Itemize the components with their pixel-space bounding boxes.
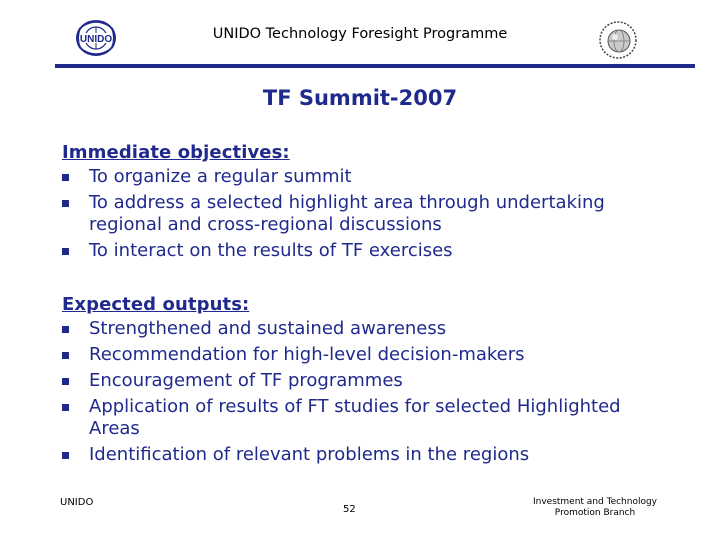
header-divider: [55, 64, 695, 68]
bullet-square-icon: [62, 452, 69, 459]
bullet-square-icon: [62, 378, 69, 385]
bullet-item: [62, 396, 662, 440]
bullet-item: [62, 192, 662, 236]
bullet-square-icon: [62, 326, 69, 333]
bullet-text: Strengthened and sustained awareness: [89, 318, 447, 339]
header-title: UNIDO Technology Foresight Programme: [212, 26, 508, 42]
expected-outputs-section: [62, 292, 662, 470]
bullet-text: Application of results of FT studies for selected Highlighted Areas: [89, 396, 621, 439]
bullet-text: To address a selected highlight area through undertaking regional and cross-regional discussions: [89, 192, 605, 235]
bullet-square-icon: [62, 174, 69, 181]
bullet-square-icon: [62, 248, 69, 255]
footer-organization: UNIDO: [60, 497, 94, 508]
section-heading: Expected outputs:: [62, 294, 250, 315]
footer-branch: Investment and Technology Promotion Branch: [532, 497, 658, 518]
bullet-square-icon: [62, 352, 69, 359]
bullet-square-icon: [62, 404, 69, 411]
page-number: 52: [343, 504, 356, 515]
bullet-item: [62, 444, 662, 466]
bullet-list: [62, 318, 662, 466]
bullet-square-icon: [62, 200, 69, 207]
slide-title: TF Summit-2007: [262, 86, 458, 110]
bullet-text: To interact on the results of TF exercises: [89, 240, 453, 261]
bullet-text: Identification of relevant problems in the regions: [89, 444, 530, 465]
bullet-text: Encouragement of TF programmes: [89, 370, 403, 391]
bullet-item: [62, 166, 662, 188]
bullet-item: [62, 344, 662, 366]
bullet-text: Recommendation for high-level decision-makers: [89, 344, 525, 365]
bullet-item: [62, 318, 662, 340]
section-heading: Immediate objectives:: [62, 142, 290, 163]
bullet-item: [62, 240, 662, 262]
bullet-text: To organize a regular summit: [89, 166, 352, 187]
bullet-item: [62, 370, 662, 392]
bullet-list: [62, 166, 662, 262]
svg-text:UNIDO: UNIDO: [79, 34, 113, 45]
immediate-objectives-section: [62, 140, 662, 266]
